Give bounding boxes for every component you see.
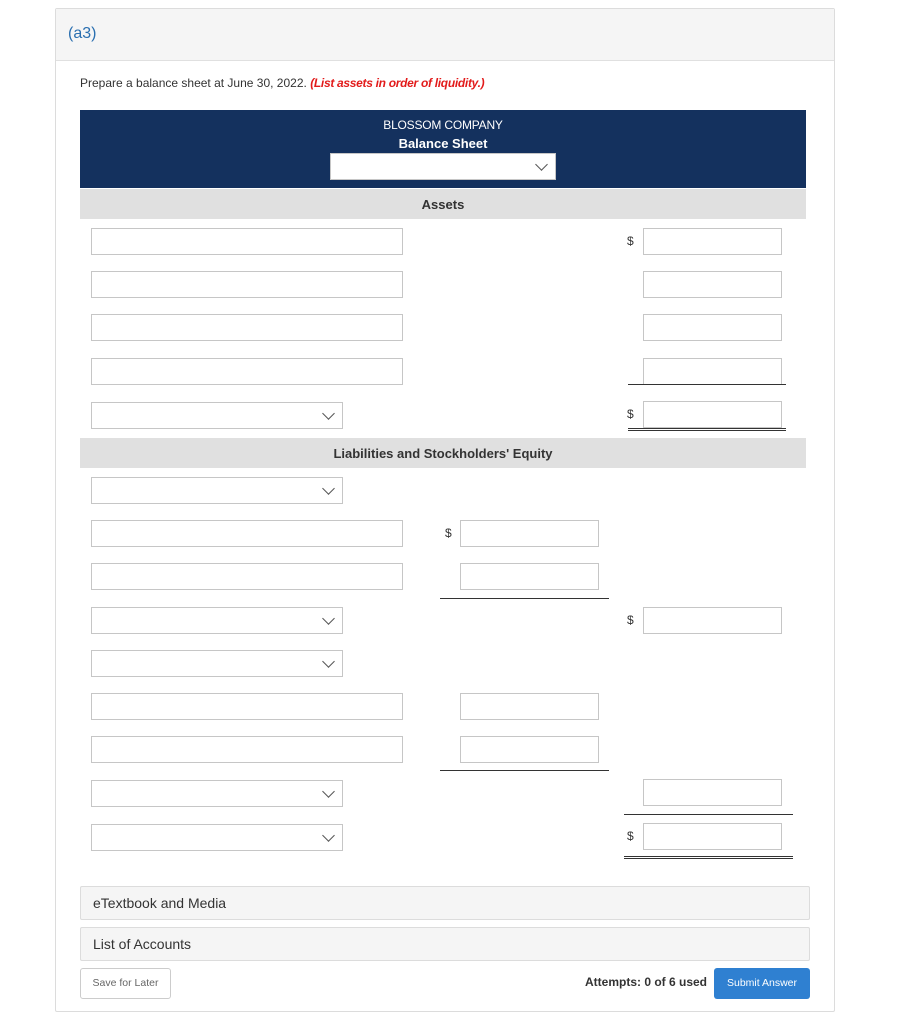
asset-account-input-1[interactable] (91, 228, 403, 255)
total-liabilities-equity-select[interactable] (91, 824, 343, 851)
instruction-note: (List assets in order of liquidity.) (310, 76, 485, 90)
double-underline (628, 428, 786, 431)
liabilities-category-select-1[interactable] (91, 477, 343, 504)
liabilities-heading: Liabilities and Stockholders' Equity (333, 446, 553, 461)
dollar-sign: $ (445, 526, 452, 540)
double-underline (624, 856, 793, 859)
equity-total-input[interactable] (643, 779, 782, 806)
chevron-down-icon (322, 829, 335, 842)
liability-amount-input-1[interactable] (460, 520, 599, 547)
submit-answer-button[interactable]: Submit Answer (714, 968, 810, 999)
subtotal-rule (440, 598, 609, 599)
total-assets-select[interactable] (91, 402, 343, 429)
chevron-down-icon (322, 407, 335, 420)
question-card-header (56, 9, 834, 61)
total-assets-input[interactable] (643, 401, 782, 428)
company-name: BLOSSOM COMPANY (383, 118, 503, 132)
equity-account-input-2[interactable] (91, 736, 403, 763)
chevron-down-icon (322, 655, 335, 668)
subtotal-rule (440, 770, 609, 771)
chevron-down-icon (322, 785, 335, 798)
equity-account-input-1[interactable] (91, 693, 403, 720)
dollar-sign: $ (627, 613, 634, 627)
liability-account-input-1[interactable] (91, 520, 403, 547)
save-for-later-button[interactable]: Save for Later (80, 968, 171, 999)
list-of-accounts-accordion[interactable]: List of Accounts (80, 927, 810, 961)
asset-account-input-4[interactable] (91, 358, 403, 385)
asset-account-input-2[interactable] (91, 271, 403, 298)
asset-amount-input-1[interactable] (643, 228, 782, 255)
chevron-down-icon (322, 482, 335, 495)
attempts-counter: Attempts: 0 of 6 used (584, 975, 707, 989)
dollar-sign: $ (627, 234, 634, 248)
instruction-text: Prepare a balance sheet at June 30, 2022. (80, 76, 307, 90)
liability-amount-input-2[interactable] (460, 563, 599, 590)
equity-category-select[interactable] (91, 650, 343, 677)
asset-amount-input-2[interactable] (643, 271, 782, 298)
asset-amount-input-3[interactable] (643, 314, 782, 341)
subtotal-rule (628, 384, 786, 385)
asset-account-input-3[interactable] (91, 314, 403, 341)
dollar-sign: $ (627, 407, 634, 421)
statement-title: Balance Sheet (398, 136, 488, 151)
equity-total-select[interactable] (91, 780, 343, 807)
equity-amount-input-1[interactable] (460, 693, 599, 720)
question-part-title: (a3) (68, 25, 97, 42)
assets-heading: Assets (421, 197, 465, 212)
liabilities-total-input[interactable] (643, 607, 782, 634)
chevron-down-icon (535, 158, 548, 171)
subtotal-rule (624, 814, 793, 815)
etextbook-accordion[interactable]: eTextbook and Media (80, 886, 810, 920)
chevron-down-icon (322, 612, 335, 625)
statement-date-select[interactable] (330, 153, 556, 180)
liabilities-total-select[interactable] (91, 607, 343, 634)
liability-account-input-2[interactable] (91, 563, 403, 590)
instruction (80, 76, 484, 90)
dollar-sign: $ (627, 829, 634, 843)
total-liabilities-equity-input[interactable] (643, 823, 782, 850)
equity-amount-input-2[interactable] (460, 736, 599, 763)
asset-amount-input-4[interactable] (643, 358, 782, 385)
